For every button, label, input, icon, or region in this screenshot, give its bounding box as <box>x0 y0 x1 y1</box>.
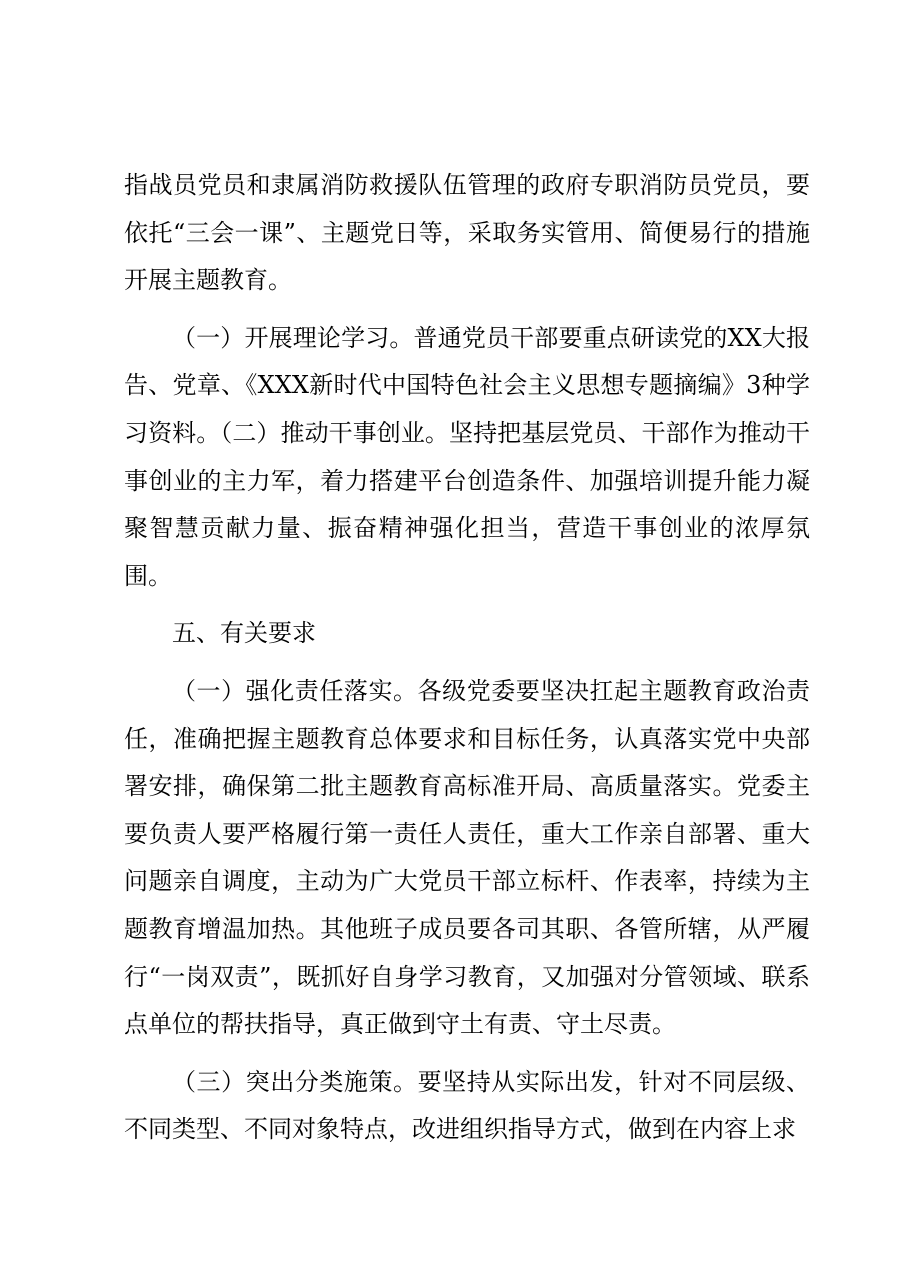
document-body <box>124 162 810 1154</box>
paragraph-continuation: 指战员党员和隶属消防救援队伍管理的政府专职消防员党员，要依托“三会一课”、主题党日等，采取务实管用、简便易行的措施开展主题教育。 <box>124 171 810 295</box>
paragraph-responsibility: （一）强化责任落实。各级党委要坚决扛起主题教育政治责任，准确把握主题教育总体要求和目标任务，认真落实党中央部署安排，确保第二批主题教育高标准开局、高质量落实。党委主要负责人要严格履行第一责任人责任，重大工作亲自部署、重大问题亲自调度，主动为广大党员干部立标杆、作表率，持续为主题教育增温加热。其他班子成员要各司其职、各管所辖，从严履行“一岗双责”，既抓好自身学习教育，又加强对分管领域、联系点单位的帮扶指导，真正做到守土有责、守土尽责。 <box>124 676 810 1039</box>
paragraph-classified-measures: （三）突出分类施策。要坚持从实际出发，针对不同层级、不同类型、不同对象特点，改进组织指导方式，做到在内容上求 <box>124 1067 810 1144</box>
section-heading-requirements: 五、有关要求 <box>172 619 316 648</box>
paragraph-theory-study: （一）开展理论学习。普通党员干部要重点研读党的XX大报告、党章、《XXX新时代中国特色社会主义思想专题摘编》3种学习资料。（二）推动干事创业。坚持把基层党员、干部作为推动干事创业的主力军，着力搭建平台创造条件、加强培训提升能力凝聚智慧贡献力量、振奋精神强化担当，营造干事创业的浓厚氛围。 <box>124 323 810 590</box>
